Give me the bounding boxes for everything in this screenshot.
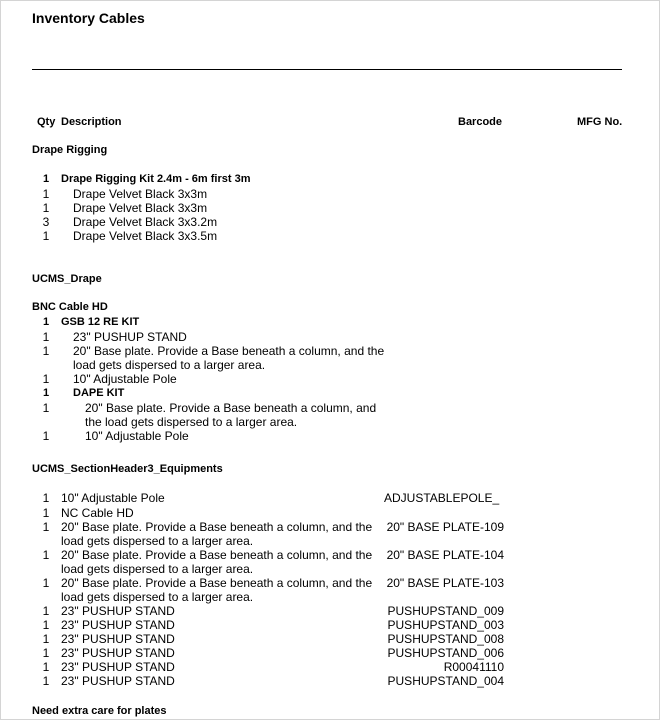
item-description: 10" Adjustable Pole: [85, 429, 189, 443]
item-qty: 3: [42, 215, 50, 229]
item-qty: 1: [42, 646, 50, 660]
section-header-drape-rigging: Drape Rigging: [32, 144, 108, 156]
item-barcode: R00041110: [443, 660, 504, 674]
item-qty: 1: [42, 520, 50, 534]
item-barcode: 20" BASE PLATE-109: [386, 520, 504, 534]
item-description: 20" Base plate. Provide a Base beneath a column, and the: [73, 344, 385, 358]
column-header-mfg-no: MFG No.: [577, 116, 623, 128]
item-qty: 1: [42, 618, 50, 632]
section-header-equipments: UCMS_SectionHeader3_Equipments: [32, 463, 223, 475]
item-description: 23" PUSHUP STAND: [61, 604, 175, 618]
item-qty: 1: [42, 187, 50, 201]
section-header-bnc-cable: BNC Cable HD: [32, 301, 108, 313]
item-barcode: PUSHUPSTAND_009: [387, 604, 504, 618]
item-description: 23" PUSHUP STAND: [61, 674, 175, 688]
item-barcode: PUSHUPSTAND_006: [387, 646, 504, 660]
kit-name: DAPE KIT: [73, 387, 125, 399]
column-header-barcode: Barcode: [458, 116, 503, 128]
item-barcode: PUSHUPSTAND_004: [387, 674, 504, 688]
kit-qty: 1: [42, 387, 50, 399]
item-description: 23" PUSHUP STAND: [61, 618, 175, 632]
kit-name: GSB 12 RE KIT: [61, 316, 140, 328]
item-description-continued: load gets dispersed to a larger area.: [61, 562, 254, 576]
item-description: 23" PUSHUP STAND: [73, 330, 187, 344]
item-barcode: 20" BASE PLATE-104: [386, 548, 504, 562]
item-description-continued: load gets dispersed to a larger area.: [61, 590, 254, 604]
item-description: 20" Base plate. Provide a Base beneath a column, and the: [61, 576, 373, 590]
item-description-continued: load gets dispersed to a larger area.: [73, 358, 266, 372]
page-title: Inventory Cables: [32, 10, 145, 26]
column-header-description: Description: [61, 116, 122, 128]
title-divider: [32, 69, 622, 70]
item-qty: 1: [42, 660, 50, 674]
item-qty: 1: [42, 491, 50, 505]
item-description: 20" Base plate. Provide a Base beneath a column, and the: [61, 520, 373, 534]
item-barcode: PUSHUPSTAND_003: [387, 618, 504, 632]
item-description: 23" PUSHUP STAND: [61, 646, 175, 660]
item-description-continued: the load gets dispersed to a larger area.: [85, 415, 298, 429]
kit-qty: 1: [42, 173, 50, 185]
item-qty: 1: [42, 604, 50, 618]
item-description: NC Cable HD: [61, 506, 134, 520]
item-qty: 1: [42, 632, 50, 646]
item-description: 23" PUSHUP STAND: [61, 632, 175, 646]
footer-note: Need extra care for plates: [32, 705, 167, 717]
item-qty: 1: [42, 201, 50, 215]
item-qty: 1: [42, 401, 50, 415]
item-qty: 1: [42, 674, 50, 688]
item-description-continued: load gets dispersed to a larger area.: [61, 534, 254, 548]
item-qty: 1: [42, 344, 50, 358]
item-qty: 1: [42, 429, 50, 443]
kit-qty: 1: [42, 316, 50, 328]
section-header-ucms-drape: UCMS_Drape: [32, 273, 102, 285]
item-barcode: ADJUSTABLEPOLE_: [384, 491, 500, 505]
item-description: Drape Velvet Black 3x3m: [73, 201, 208, 215]
item-description: 10" Adjustable Pole: [73, 372, 177, 386]
item-barcode: 20" BASE PLATE-103: [386, 576, 504, 590]
item-description: 20" Base plate. Provide a Base beneath a column, and: [85, 401, 377, 415]
item-description: 23" PUSHUP STAND: [61, 660, 175, 674]
item-description: Drape Velvet Black 3x3.2m: [73, 215, 218, 229]
item-description: Drape Velvet Black 3x3.5m: [73, 229, 218, 243]
item-qty: 1: [42, 372, 50, 386]
item-qty: 1: [42, 229, 50, 243]
item-description: Drape Velvet Black 3x3m: [73, 187, 208, 201]
item-qty: 1: [42, 330, 50, 344]
item-barcode: PUSHUPSTAND_008: [387, 632, 504, 646]
item-qty: 1: [42, 576, 50, 590]
item-qty: 1: [42, 548, 50, 562]
item-description: 10" Adjustable Pole: [61, 491, 165, 505]
column-header-qty: Qty: [37, 116, 56, 128]
item-description: 20" Base plate. Provide a Base beneath a column, and the: [61, 548, 373, 562]
item-qty: 1: [42, 506, 50, 520]
kit-name: Drape Rigging Kit 2.4m - 6m first 3m: [61, 173, 251, 185]
